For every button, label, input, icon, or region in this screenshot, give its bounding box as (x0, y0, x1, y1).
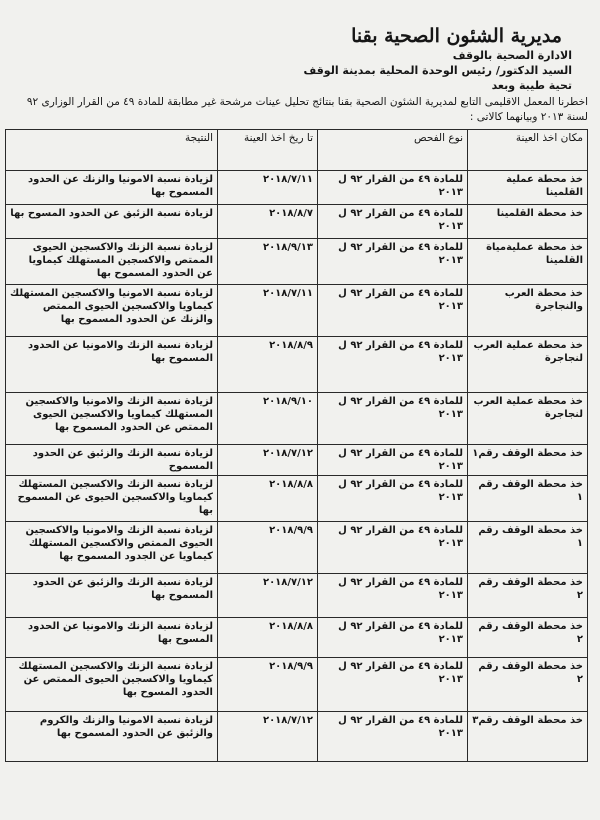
greeting-line: تحية طيبة وبعد (491, 79, 572, 92)
header-date: تا ريخ اخذ العينة (218, 130, 318, 171)
result-cell: لزيادة نسبة الزئبق عن الحدود المسوح بها (6, 205, 218, 239)
test-type-cell: للمادة ٤٩ من القرار ٩٢ ل ٢٠١٣ (318, 239, 468, 285)
header-test-type: نوع الفحص (318, 130, 468, 171)
sample-date-cell: ٢٠١٨/٩/١٠ (218, 393, 318, 445)
result-cell: لزيادة نسبة الزنك والامونيا عن الحدود المسوح بها (6, 618, 218, 658)
test-type-cell: للمادة ٤٩ من القرار ٩٢ ل ٢٠١٣ (318, 476, 468, 522)
results-table (5, 129, 588, 762)
result-cell: لزيادة نسبة الزنك والامونيا والاكسجين الحيوى الممتص والاكسجين المستهلك كيماويا عن الجدود المسموح بها (6, 522, 218, 574)
sample-date-cell: ٢٠١٨/٨/٩ (218, 337, 318, 393)
sample-date-cell: ٢٠١٨/٩/١٣ (218, 239, 318, 285)
sample-location-cell: خذ محطة العرب والنجاجرة (468, 285, 588, 337)
test-type-cell: للمادة ٤٩ من القرار ٩٢ ل ٢٠١٣ (318, 445, 468, 476)
test-type-cell: للمادة ٤٩ من القرار ٩٢ ل ٢٠١٣ (318, 574, 468, 618)
test-type-cell: للمادة ٤٩ من القرار ٩٢ ل ٢٠١٣ (318, 337, 468, 393)
table-row (6, 658, 588, 712)
test-type-cell: للمادة ٤٩ من القرار ٩٢ ل ٢٠١٣ (318, 285, 468, 337)
table-row (6, 476, 588, 522)
sample-date-cell: ٢٠١٨/٨/٧ (218, 205, 318, 239)
header-location: مكان اخذ العينة (468, 130, 588, 171)
table-row (6, 393, 588, 445)
result-cell: لزيادة نسبة الامونيا والزنك عن الحدود المسموح بها (6, 171, 218, 205)
test-type-cell: للمادة ٤٩ من القرار ٩٢ ل ٢٠١٣ (318, 658, 468, 712)
table-row (6, 239, 588, 285)
sample-location-cell: خذ محطة الوقف رقم ٢ (468, 574, 588, 618)
sample-date-cell: ٢٠١٨/٨/٨ (218, 618, 318, 658)
result-cell: لزيادة نسبة الامونيا والاكسجين المستهلك كيماويا والاكسجين الحيوى الممتص والزنك عن الحدود المسموح بها (6, 285, 218, 337)
test-type-cell: للمادة ٤٩ من القرار ٩٢ ل ٢٠١٣ (318, 171, 468, 205)
sample-location-cell: خذ محطة الوقف رقم ٢ (468, 618, 588, 658)
sample-date-cell: ٢٠١٨/٧/١١ (218, 171, 318, 205)
sample-date-cell: ٢٠١٨/٧/١١ (218, 285, 318, 337)
table-row (6, 618, 588, 658)
sample-location-cell: خذ محطة عملية القلمينا (468, 171, 588, 205)
table-row (6, 205, 588, 239)
table-row (6, 285, 588, 337)
test-type-cell: للمادة ٤٩ من القرار ٩٢ ل ٢٠١٣ (318, 712, 468, 762)
sample-location-cell: خذ محطة عملية العرب لنجاجرة (468, 393, 588, 445)
test-type-cell: للمادة ٤٩ من القرار ٩٢ ل ٢٠١٣ (318, 618, 468, 658)
sample-location-cell: خذ محطة عمليةمياة القلمينا (468, 239, 588, 285)
department-line: الادارة الصحية بالوقف (452, 49, 572, 62)
table-header-row (6, 130, 588, 171)
test-type-cell: للمادة ٤٩ من القرار ٩٢ ل ٢٠١٣ (318, 522, 468, 574)
table-row (6, 171, 588, 205)
table-row (6, 522, 588, 574)
result-cell: لزيادة نسبة الزنك والزئبق عن الحدود المسموح (6, 445, 218, 476)
addressee-line: السيد الدكتور/ رئيس الوحدة المحلية بمدينة الوقف (303, 64, 572, 77)
result-cell: لزيادة نسبة الزنك والاكسجين المستهلك كيماويا والاكسجين الحيوى الممتص عن الحدود المسوح بها (6, 658, 218, 712)
sample-date-cell: ٢٠١٨/٩/٩ (218, 522, 318, 574)
sample-location-cell: خذ محطة الوقف رقم٣ (468, 712, 588, 762)
result-cell: لزيادة نسبة الزنك والامونيا والاكسجين المستهلك كيماويا والاكسجين الحيوى الممتص عن الحدود المسموح بها (6, 393, 218, 445)
table-row (6, 712, 588, 762)
sample-location-cell: خذ محطة الوقف رقم ١ (468, 476, 588, 522)
test-type-cell: للمادة ٤٩ من القرار ٩٢ ل ٢٠١٣ (318, 393, 468, 445)
sample-location-cell: خذ محطة عملية العرب لنجاجرة (468, 337, 588, 393)
sample-location-cell: خذ محطة الوقف رقم ٢ (468, 658, 588, 712)
sample-date-cell: ٢٠١٨/٨/٨ (218, 476, 318, 522)
test-type-cell: للمادة ٤٩ من القرار ٩٢ ل ٢٠١٣ (318, 205, 468, 239)
result-cell: لزيادة نسبة الزنك والامونيا عن الحدود المسموح بها (6, 337, 218, 393)
sample-date-cell: ٢٠١٨/٧/١٢ (218, 574, 318, 618)
document-title: مديرية الشئون الصحية بقنا (351, 25, 562, 47)
result-cell: لزيادة نسبة الزنك والاكسجين المستهلك كيماويا والاكسجين الحيوى عن المسموح بها (6, 476, 218, 522)
sample-date-cell: ٢٠١٨/٧/١٢ (218, 712, 318, 762)
sample-date-cell: ٢٠١٨/٩/٩ (218, 658, 318, 712)
table-row (6, 337, 588, 393)
intro-paragraph: اخطرنا المعمل الاقليمى التابع لمديرية الشئون الصحية بقنا بنتائج تحليل عينات مرشحة غير مطابقة للمادة ٤٩ من القرار الوزارى ٩٢ لسنة ٢٠١٣ وبيانهما كالاتى : (26, 96, 588, 123)
sample-location-cell: خذ محطة الوقف رقم ١ (468, 522, 588, 574)
result-cell: لزيادة نسبة الزنك والاكسجين الحيوى الممتص والاكسجين المستهلك كيماويا عن الحدود المسموح بها (6, 239, 218, 285)
sample-location-cell: خذ محطة القلمينا (468, 205, 588, 239)
table-row (6, 574, 588, 618)
header-result: النتيجة (6, 130, 218, 171)
result-cell: لزيادة نسبة الامونيا والزنك والكروم والزئبق عن الحدود المسموح بها (6, 712, 218, 762)
result-cell: لزيادة نسبة الزنك والزئبق عن الحدود المسموح بها (6, 574, 218, 618)
table-row (6, 445, 588, 476)
sample-date-cell: ٢٠١٨/٧/١٢ (218, 445, 318, 476)
sample-location-cell: خذ محطة الوقف رقم١ (468, 445, 588, 476)
